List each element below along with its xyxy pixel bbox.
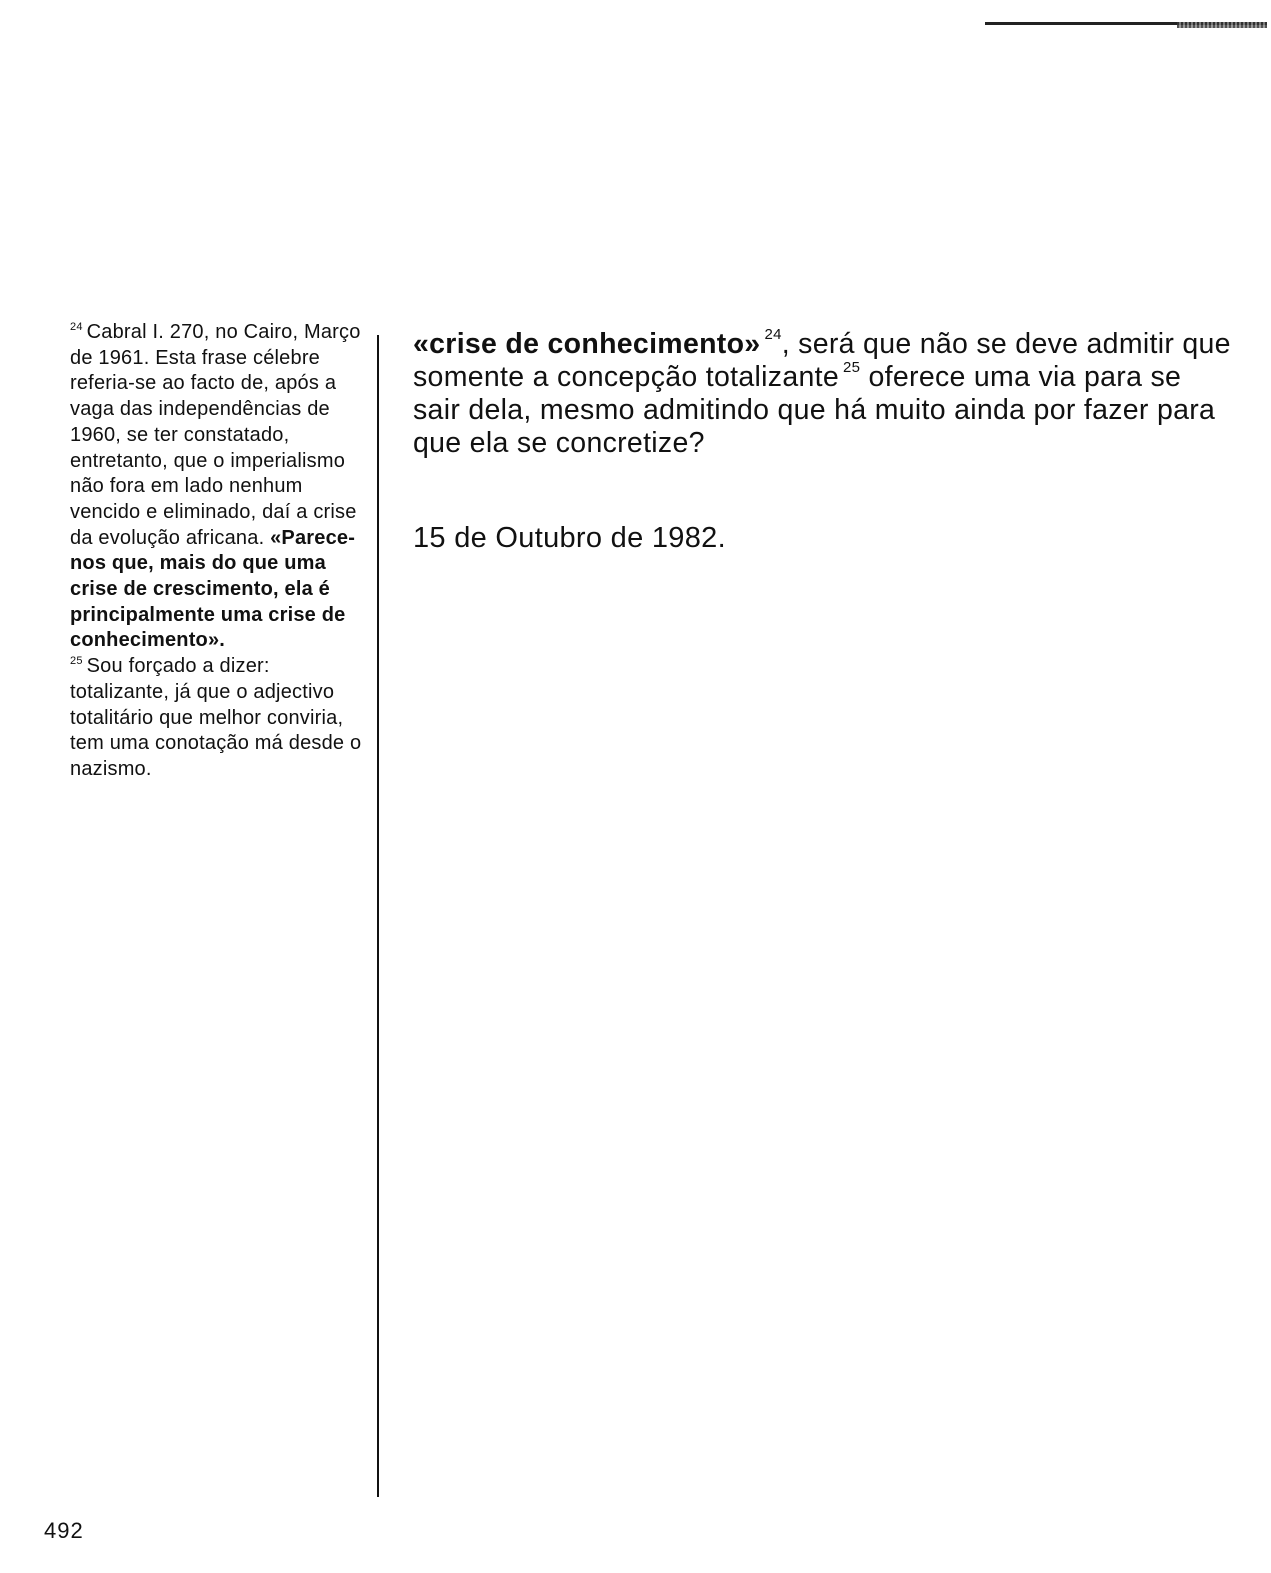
footnote-24	[70, 320, 372, 654]
footnote-24-marker: 24	[70, 321, 83, 333]
column-divider	[377, 335, 379, 1497]
footnote-24-quote: «Parece-nos que, mais do que uma crise de crescimento, ela é principalmente uma crise de conhecimento».	[70, 526, 356, 652]
page-number: 492	[44, 1518, 84, 1543]
main-text-part2: oferece uma via para se sair dela, mesmo admitindo que há muito ainda por fazer para que ela se concretize?	[413, 361, 1216, 459]
main-text-part1: , será que não se deve admitir que somente a concepção totalizante	[413, 328, 1231, 393]
main-bold-phrase: «crise de conhecimento»	[413, 328, 761, 360]
footnote-24-text: Cabral I. 270, no Cairo, Março de 1961. Esta frase célebre referia-se ao facto de, após a vaga das independências de 1960, se ter constatado, entretanto, que o imperialismo não fora em lado nenhum vencido e eliminado, daí a crise da evolução africana.	[70, 321, 361, 549]
footnote-25-marker: 25	[70, 655, 83, 668]
main-paragraph	[413, 328, 1233, 460]
footnote-25	[70, 654, 372, 783]
footnotes-column	[70, 320, 372, 783]
top-decorative-rule	[985, 22, 1267, 25]
footnote-25-text: Sou forçado a dizer: totalizante, já que o adjectivo totalitário que melhor conviria, tem uma conotação má desde o nazismo.	[70, 655, 362, 780]
main-ref-24: 24	[764, 326, 782, 343]
main-ref-25: 25	[843, 359, 861, 376]
closing-date: 15 de Outubro de 1982.	[413, 522, 726, 554]
